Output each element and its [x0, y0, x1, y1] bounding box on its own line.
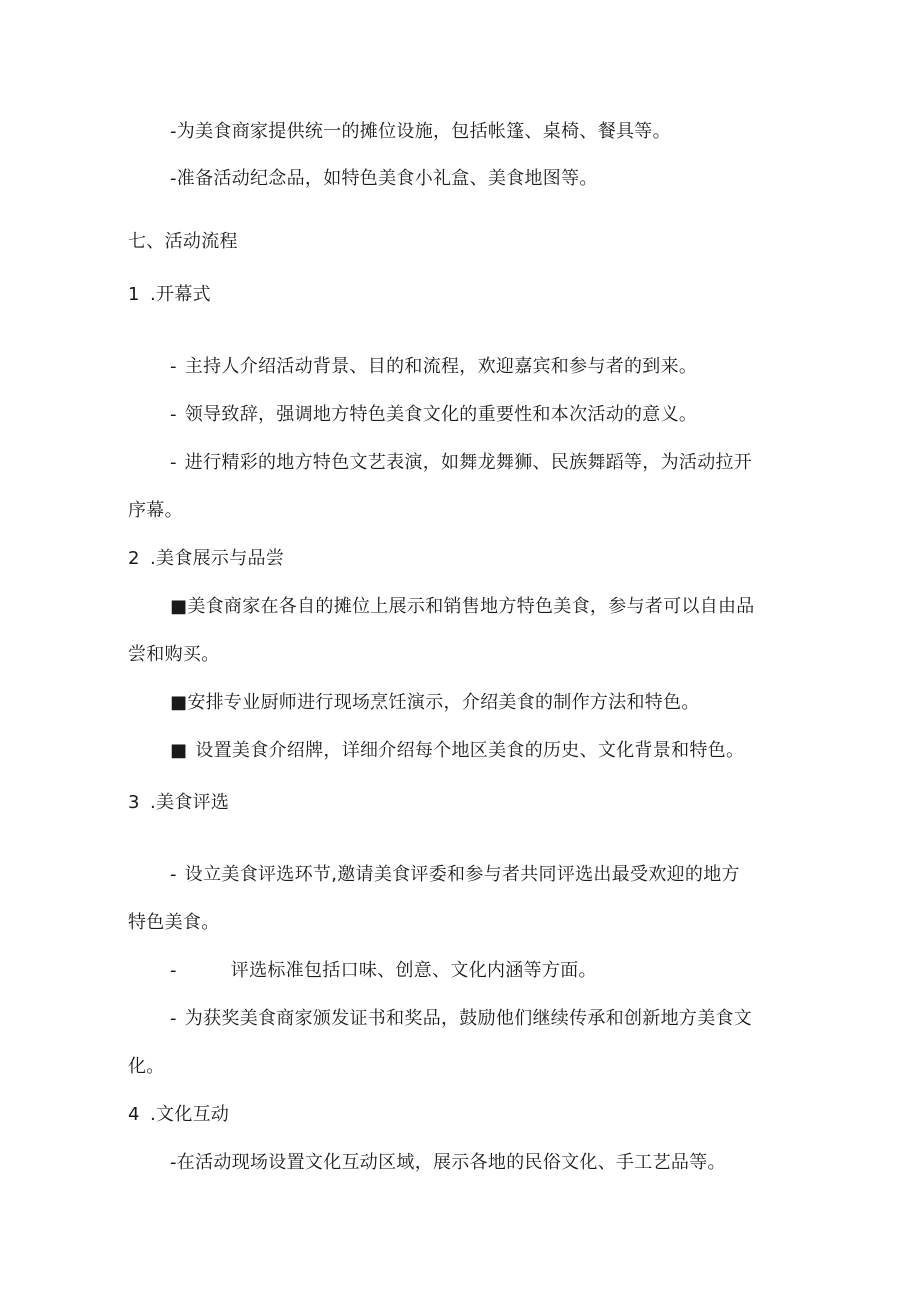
- subheading-number: 3: [128, 792, 140, 813]
- list-item-text: 美食商家在各自的摊位上展示和销售地方特色美食，参与者可以自由品: [187, 596, 755, 617]
- list-item: [170, 403, 697, 427]
- dash-marker: -: [170, 356, 177, 377]
- subheading-number: 2: [128, 548, 140, 569]
- square-bullet-icon: ■: [170, 596, 188, 617]
- subheading-title: .文化互动: [150, 1104, 230, 1125]
- list-item: [170, 451, 752, 475]
- list-item: [170, 595, 755, 619]
- list-item-continuation: 尝和购买。: [128, 644, 220, 665]
- dash-marker: -: [170, 960, 177, 981]
- list-item-text: 评选标准包括口味、创意、文化内涵等方面。: [230, 960, 597, 981]
- dash-marker: -: [170, 452, 177, 473]
- subheading-food-display: [128, 547, 284, 571]
- list-item: -在活动现场设置文化互动区域，展示各地的民俗文化、手工艺品等。: [170, 1152, 726, 1173]
- subheading-number: 4: [128, 1104, 140, 1125]
- list-item: [170, 355, 697, 379]
- list-item-text: 设立美食评选环节,邀请美食评委和参与者共同评选出最受欢迎的地方: [184, 864, 740, 885]
- subheading-title: .美食评选: [150, 792, 230, 813]
- paragraph-souvenirs: -准备活动纪念品，如特色美食小礼盒、美食地图等。: [170, 168, 598, 189]
- dash-marker: -: [170, 404, 177, 425]
- dash-marker: -: [170, 1008, 177, 1029]
- list-item-continuation: 化。: [128, 1056, 165, 1077]
- list-item: [170, 863, 740, 887]
- list-item-text: 为获奖美食商家颁发证书和奖品，鼓励他们继续传承和创新地方美食文: [184, 1008, 753, 1029]
- square-bullet-icon: ■: [170, 740, 188, 761]
- section-heading: 七、活动流程: [128, 231, 238, 252]
- square-bullet-icon: ■: [170, 692, 188, 713]
- dash-marker: -: [170, 864, 177, 885]
- subheading-title: .美食展示与品尝: [150, 548, 285, 569]
- subheading-number: 1: [128, 284, 140, 305]
- list-item-continuation: 特色美食。: [128, 912, 220, 933]
- list-item-continuation: 序幕。: [128, 500, 183, 521]
- subheading-cultural-interaction: [128, 1103, 229, 1127]
- list-item: [170, 1007, 752, 1031]
- list-item-text: 安排专业厨师进行现场烹饪演示，介绍美食的制作方法和特色。: [187, 692, 700, 713]
- subheading-opening: [128, 283, 211, 307]
- list-item: [170, 691, 700, 715]
- list-item-text: 主持人介绍活动背景、目的和流程，欢迎嘉宾和参与者的到来。: [184, 356, 698, 377]
- list-item-text: 领导致辞，强调地方特色美食文化的重要性和本次活动的意义。: [184, 404, 698, 425]
- list-item: [170, 959, 597, 983]
- list-item: [170, 739, 744, 763]
- paragraph-stall-facilities: -为美食商家提供统一的摊位设施，包括帐篷、桌椅、餐具等。: [170, 121, 671, 142]
- list-item-text: 进行精彩的地方特色文艺表演，如舞龙舞狮、民族舞蹈等，为活动拉开: [184, 452, 753, 473]
- subheading-title: .开幕式: [150, 284, 211, 305]
- list-item-text: 设置美食介绍牌，详细介绍每个地区美食的历史、文化背景和特色。: [195, 740, 745, 761]
- subheading-food-contest: [128, 791, 229, 815]
